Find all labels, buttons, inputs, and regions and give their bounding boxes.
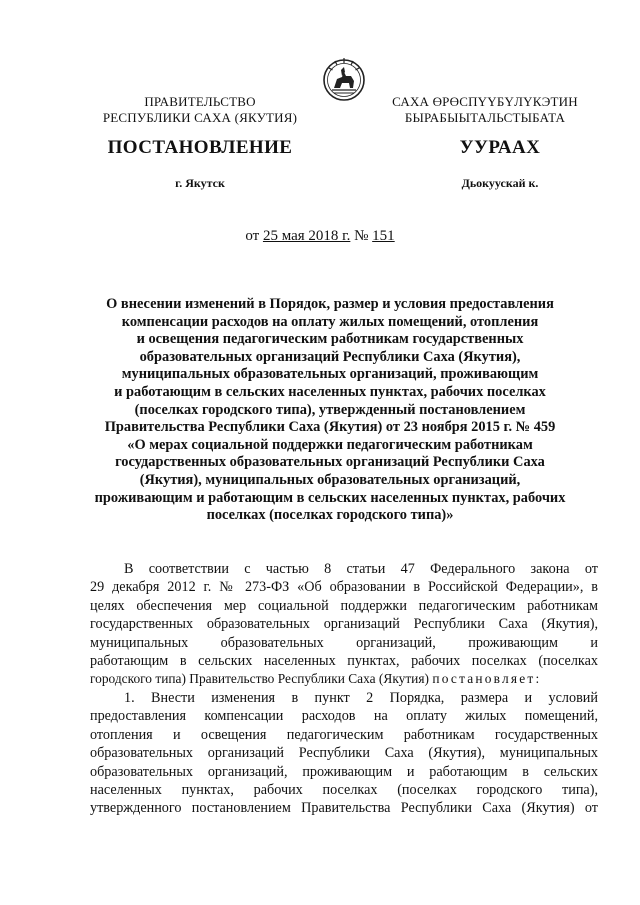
body-line: В соответствии с частью 8 статьи 47 Федерального закона от — [124, 561, 598, 577]
government-name-sakha-line2: БЫРАБЫЫТАЛЬСТЫБАТА — [404, 110, 566, 125]
resolves-word: постановляет: — [432, 671, 542, 687]
government-name-ru-line2: РЕСПУБЛИКИ САХА (ЯКУТИЯ) — [102, 110, 298, 125]
title-line: проживающим и работающим в сельских населенных пунктах, рабочих — [94, 489, 566, 506]
title-line: и освещения педагогическим работникам государственных — [136, 331, 524, 348]
body-line: отопления и освещения педагогическим работникам государственных — [90, 726, 598, 743]
title-line: и работающим в сельских населенных пунктах, рабочих поселках — [114, 383, 546, 400]
date-prefix: от — [245, 228, 260, 244]
government-name-ru — [88, 94, 312, 126]
title-line: муниципальных образовательных организаций, проживающим — [121, 366, 539, 383]
document-type-ru: ПОСТАНОВЛЕНИЕ — [107, 137, 293, 158]
body-line: образовательных организаций, проживающим и работающим в сельских — [90, 763, 598, 780]
government-name-sakha — [360, 94, 610, 126]
title-line: О внесении изменений в Порядок, размер и условия предоставления — [106, 296, 554, 312]
preamble-paragraph — [90, 560, 598, 689]
body-line-last — [90, 670, 598, 688]
date-number-line — [0, 228, 640, 245]
document-type-sakha: УУРААХ — [459, 137, 541, 158]
document-number: 151 — [372, 228, 395, 244]
body-line: утвержденного постановлением Правительства Республики Саха (Якутия) от — [90, 800, 598, 817]
title-line: поселках (поселках городского типа)» — [206, 507, 454, 524]
body-line: муниципальных образовательных организаций, проживающим и — [90, 634, 598, 651]
title-line: Правительства Республики Саха (Якутия) от 23 ноября 2015 г. № 459 — [104, 419, 556, 436]
city-sakha: Дьокуускай к. — [461, 176, 539, 190]
title-line: государственных образовательных организаций Республики Саха — [115, 454, 545, 471]
body-line: целях обеспечения мер социальной поддержки педагогическим работникам — [90, 597, 598, 614]
body-line: предоставления компенсации расходов на оплату жилых помещений, — [90, 708, 598, 725]
government-name-ru-line1: ПРАВИТЕЛЬСТВО — [144, 94, 256, 109]
title-line: образовательных организаций Республики Саха (Якутия), — [139, 348, 521, 365]
body-line: государственных образовательных организаций Республики Саха (Якутия), — [90, 616, 598, 633]
body-line: работающим в сельских населенных пунктах, рабочих поселках (поселках — [90, 652, 598, 669]
body-text: городского типа) Правительство Республики Саха (Якутия) — [90, 671, 429, 687]
point-1-paragraph — [90, 689, 598, 818]
body-line: 1. Внести изменения в пункт 2 Порядка, размера и условий — [124, 690, 598, 706]
title-line: (поселках городского типа), утвержденный постановлением — [134, 401, 526, 418]
government-name-sakha-line1: САХА ӨРӨСПҮҮБҮЛҮКЭТИН — [392, 94, 578, 109]
title-line: (Якутия), муниципальных образовательных организаций, — [139, 471, 521, 488]
document-date: 25 мая 2018 г. — [262, 228, 351, 244]
city-ru: г. Якутск — [175, 176, 225, 190]
body-line: образовательных организаций Республики Саха (Якутия), муниципальных — [90, 745, 598, 762]
document-title — [80, 296, 580, 525]
title-line: компенсации расходов на оплату жилых помещений, отопления — [121, 313, 539, 330]
number-sign: № — [354, 228, 369, 244]
title-line: «О мерах социальной поддержки педагогическим работникам — [127, 436, 533, 453]
body-line: населенных пунктах, рабочих поселках (поселках городского типа), — [90, 781, 598, 798]
body-line: 29 декабря 2012 г. № 273-ФЗ «Об образовании в Российской Федерации», в — [90, 579, 598, 596]
